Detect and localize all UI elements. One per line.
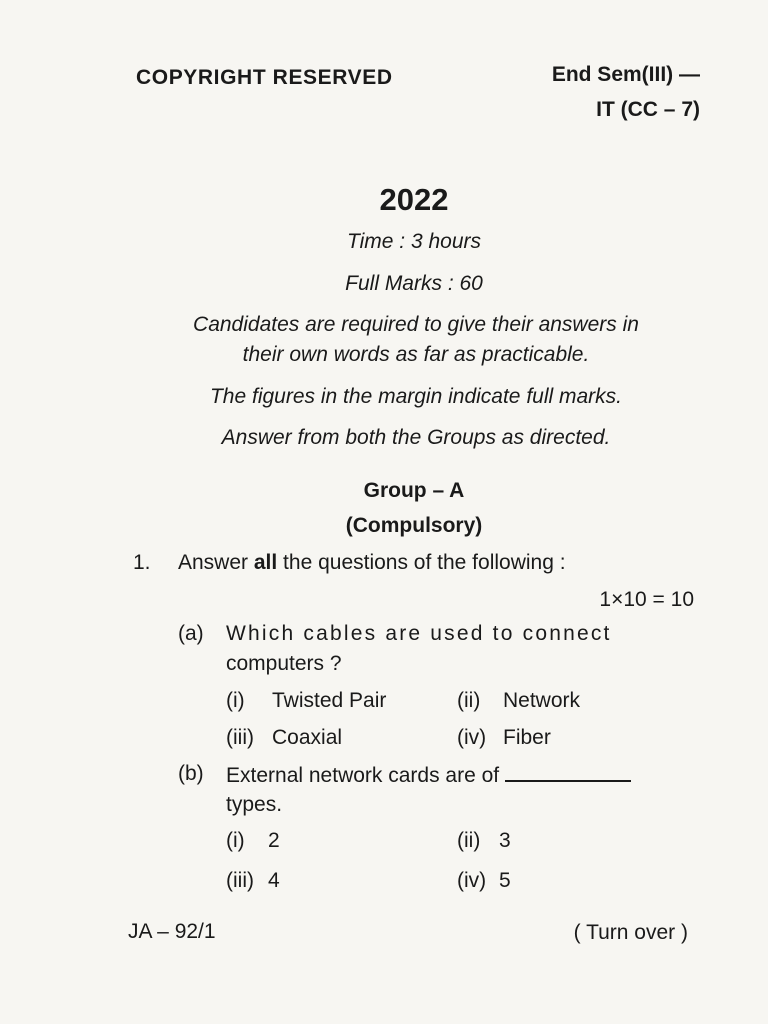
full-marks: Full Marks : 60 — [345, 272, 483, 295]
instruction-line: The figures in the margin indicate full marks. — [209, 385, 622, 408]
option-number: (iii) — [226, 869, 254, 892]
question-number: 1. — [133, 551, 151, 574]
option-number: (ii) — [457, 829, 481, 852]
part-text-line — [226, 762, 631, 788]
option — [457, 689, 580, 713]
part-label: (b) — [178, 762, 204, 785]
question-text-part: Answer — [178, 551, 254, 574]
part-text-line: types. — [226, 793, 283, 816]
option-number: (i) — [226, 689, 245, 712]
option-text: 2 — [268, 829, 280, 852]
part-label: (a) — [178, 622, 204, 645]
option — [226, 869, 280, 893]
turn-over-note: ( Turn over ) — [573, 921, 688, 944]
option — [457, 829, 511, 853]
option-text: Fiber — [503, 726, 551, 749]
option — [226, 726, 342, 750]
paper-code-line1: End Sem(III) — — [551, 63, 700, 86]
option-number: (iv) — [457, 869, 487, 892]
option-number: (i) — [226, 829, 245, 852]
option-number: (iv) — [457, 726, 487, 749]
option — [457, 869, 511, 893]
instruction-line: their own words as far as practicable. — [242, 343, 590, 366]
group-title: Group – A — [363, 479, 465, 502]
fill-in-blank — [505, 762, 631, 782]
part-text-line: Which cables are used to connect — [226, 622, 612, 645]
question-text-part: the questions of the following : — [277, 551, 566, 574]
option — [457, 726, 551, 750]
option-number: (iii) — [226, 726, 254, 749]
option-text: 4 — [268, 869, 280, 892]
question-text-bold: all — [253, 551, 278, 574]
instruction-line: Answer from both the Groups as directed. — [221, 426, 611, 449]
option-text: Coaxial — [272, 726, 343, 749]
instruction-line: Candidates are required to give their answers in — [193, 313, 639, 336]
option-text: 3 — [499, 829, 511, 852]
footer-code: JA – 92/1 — [128, 920, 216, 943]
copyright-notice: COPYRIGHT RESERVED — [136, 66, 393, 89]
exam-year: 2022 — [379, 182, 449, 217]
option-text: Twisted Pair — [272, 689, 387, 712]
paper-code-line2: IT (CC – 7) — [596, 98, 700, 121]
question-marks: 1×10 = 10 — [599, 588, 694, 611]
part-text-line: computers ? — [226, 652, 342, 675]
option — [226, 829, 280, 853]
option-text: 5 — [499, 869, 511, 892]
option-number: (ii) — [457, 689, 481, 712]
question-text — [178, 551, 566, 575]
group-subtitle: (Compulsory) — [345, 514, 483, 537]
option-text: Network — [503, 689, 581, 712]
exam-time: Time : 3 hours — [346, 230, 482, 253]
part-text: External network cards are of — [226, 764, 500, 787]
option — [226, 689, 386, 713]
